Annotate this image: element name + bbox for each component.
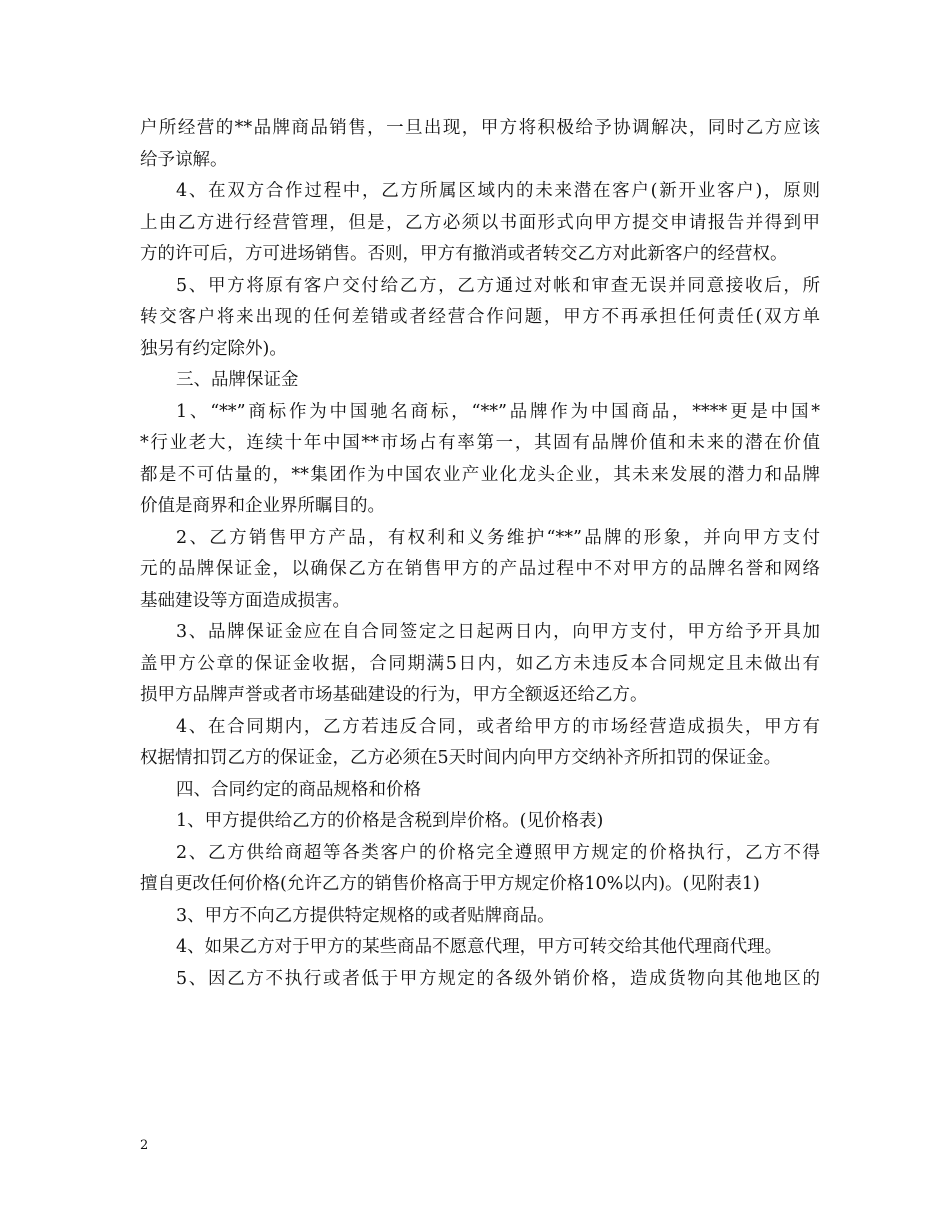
- text-line: 户所经营的**品牌商品销售，一旦出现，甲方将积极给予协调解决，同时乙方应该: [140, 118, 820, 138]
- text-line: 3、甲方不向乙方提供特定规格的或者贴牌商品。: [176, 905, 555, 926]
- page-number: 2: [140, 1138, 149, 1153]
- text-line: 独另有约定除外)。: [140, 338, 287, 359]
- text-line: 价值是商界和企业界所瞩目的。: [140, 496, 385, 516]
- text-line: 5、因乙方不执行或者低于甲方规定的各级外销价格，造成货物向其他地区的: [176, 968, 820, 989]
- text-line: 擅自更改任何价格(允许乙方的销售价格高于甲方规定价格10%以内)。(见附表1): [140, 874, 760, 894]
- text-line: 四、合同约定的商品规格和价格: [176, 779, 421, 800]
- text-line: 方的许可后，方可进场销售。否则，甲方有撤消或者转交乙方对此新客户的经营权。: [140, 244, 788, 264]
- text-line: 上由乙方进行经营管理，但是，乙方必须以书面形式向甲方提交申请报告并得到甲: [140, 212, 820, 233]
- text-line: 给予谅解。: [140, 149, 228, 170]
- text-line: 2、乙方供给商超等各类客户的价格完全遵照甲方规定的价格执行，乙方不得: [176, 842, 820, 863]
- text-line: 元的品牌保证金，以确保乙方在销售甲方的产品过程中不对甲方的品牌名誉和网络: [140, 559, 820, 579]
- text-line: 权据情扣罚乙方的保证金，乙方必须在5天时间内向甲方交纳补齐所扣罚的保证金。: [140, 748, 782, 768]
- text-line: 1、甲方提供给乙方的价格是含税到岸价格。(见价格表): [176, 811, 604, 831]
- text-line: 3、品牌保证金应在自合同签定之日起两日内，向甲方支付，甲方给予开具加: [176, 622, 820, 642]
- text-line: 基础建设等方面造成损害。: [140, 590, 350, 611]
- text-line: 转交客户将来出现的任何差错或者经营合作问题，甲方不再承担任何责任(双方单: [140, 307, 820, 327]
- text-line: 4、在合同期内，乙方若违反合同，或者给甲方的市场经营造成损失，甲方有: [176, 716, 820, 737]
- text-line: 5、甲方将原有客户交付给乙方，乙方通过对帐和审查无误并同意接收后，所: [176, 275, 820, 296]
- text-line: 4、在双方合作过程中，乙方所属区域内的未来潜在客户(新开业客户)，原则: [176, 181, 820, 201]
- text-line: 损甲方品牌声誉或者市场基础建设的行为，甲方全额返还给乙方。: [140, 685, 648, 705]
- text-line: 三、品牌保证金: [176, 370, 299, 390]
- text-line: 1、“**”商标作为中国驰名商标，“**”品牌作为中国商品，****更是中国*: [176, 401, 820, 422]
- text-line: 4、如果乙方对于甲方的某些商品不愿意代理，甲方可转交给其他代理商代理。: [176, 937, 783, 957]
- document-body: [140, 113, 820, 995]
- text-line: 2、乙方销售甲方产品，有权利和义务维护“**”品牌的形象，并向甲方支付: [176, 527, 820, 548]
- text-line: 盖甲方公章的保证金收据，合同期满5日内，如乙方未违反本合同规定且未做出有: [140, 653, 820, 674]
- text-line: *行业老大，连续十年中国**市场占有率第一，其固有品牌价值和未来的潜在价值: [140, 433, 820, 453]
- text-line: 都是不可估量的，**集团作为中国农业产业化龙头企业，其未来发展的潜力和品牌: [140, 464, 820, 485]
